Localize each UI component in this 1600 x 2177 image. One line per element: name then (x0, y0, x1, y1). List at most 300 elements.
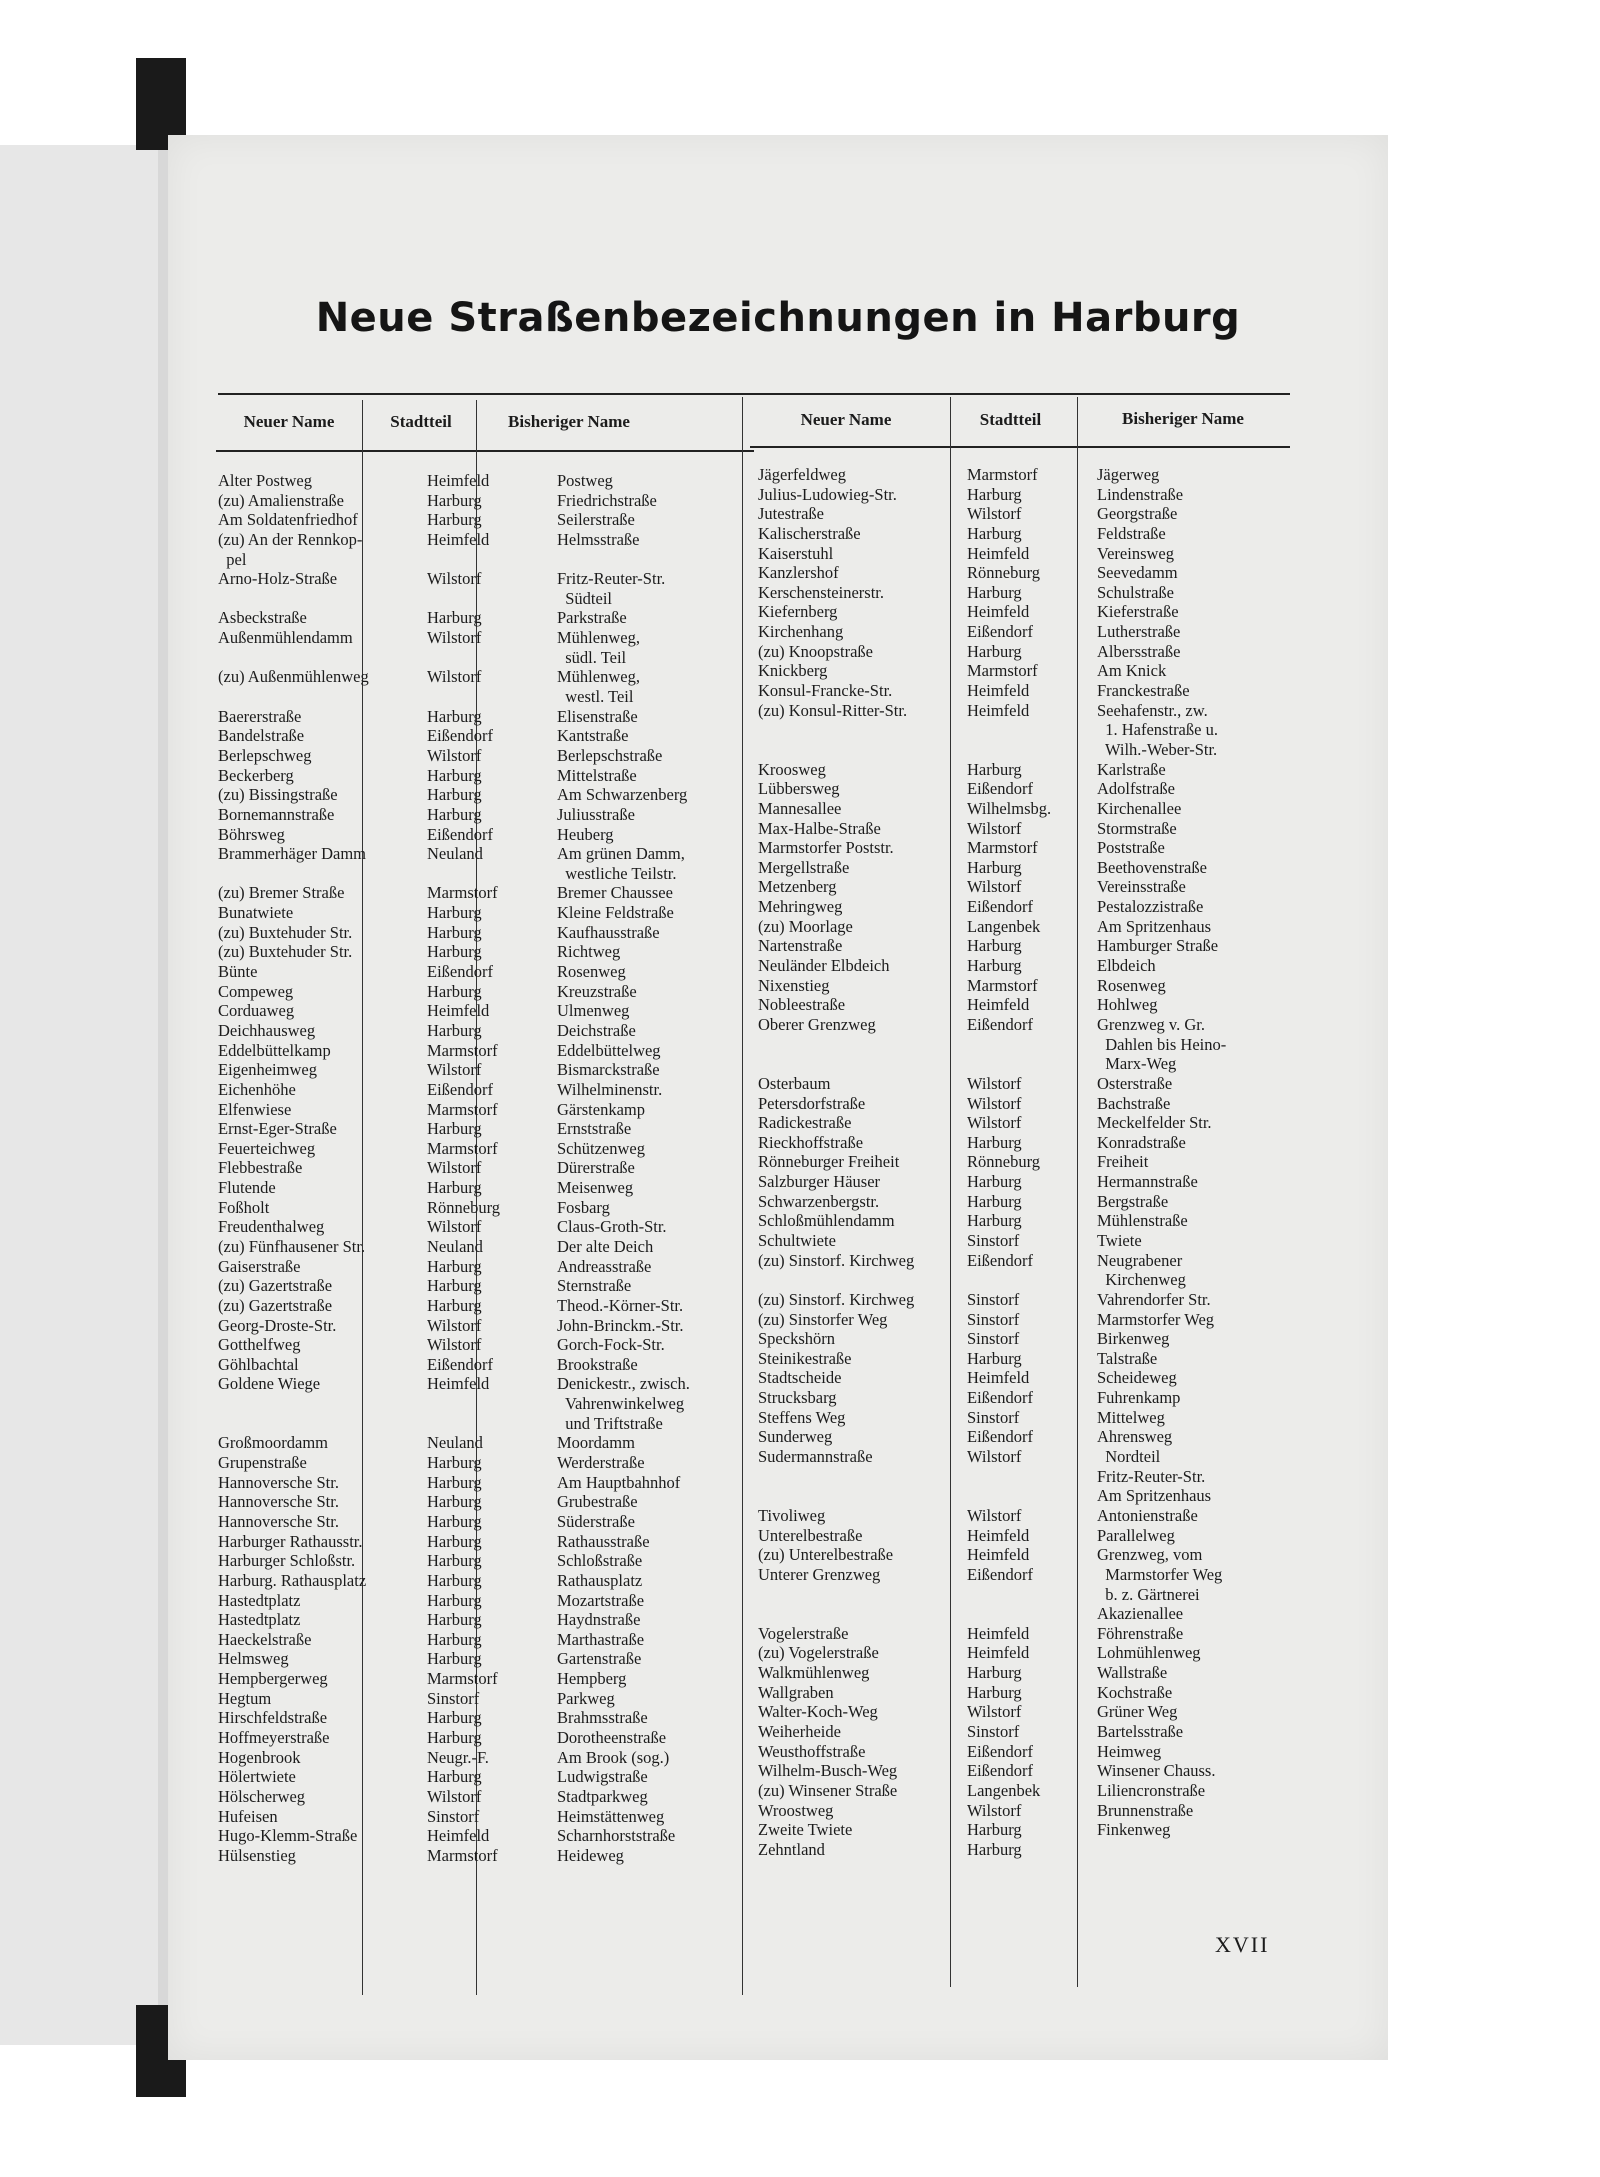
street-old-name: Am grünen Damm, (557, 844, 685, 864)
district-name: Harburg (427, 1256, 482, 1276)
street-old-name: Fuhrenkamp (1097, 1388, 1181, 1408)
district-name: Harburg (967, 1682, 1022, 1702)
district-name: Harburg (427, 785, 482, 805)
street-old-name: Seehafenstr., zw. (1097, 700, 1208, 720)
street-old-name: Andreasstraße (557, 1256, 652, 1276)
district-name: Harburg (427, 1649, 482, 1669)
street-new-name: Harburger Rathausstr. (218, 1531, 363, 1551)
street-new-name: Wroostweg (758, 1800, 834, 1820)
street-old-name: Vahrendorfer Str. (1097, 1289, 1211, 1309)
street-new-name: Walkmühlenweg (758, 1663, 870, 1683)
table-header-rule (750, 446, 1290, 448)
street-old-name: Claus-Groth-Str. (557, 1217, 667, 1237)
street-new-name: (zu) Vogelerstraße (758, 1643, 879, 1663)
street-old-name: Berlepschstraße (557, 745, 663, 765)
street-new-name: Beckerberg (218, 765, 294, 785)
district-name: Wilstorf (427, 1060, 482, 1080)
district-name: Harburg (967, 1172, 1022, 1192)
left-column-bisheriger-name (557, 471, 690, 1865)
street-old-name: westliche Teilstr. (557, 863, 677, 883)
street-old-name: Hamburger Straße (1097, 936, 1219, 956)
district-name: Rönneburg (967, 563, 1041, 583)
street-new-name: Harburger Schloßstr. (218, 1551, 356, 1571)
street-new-name (758, 1467, 914, 1487)
street-new-name: Max-Halbe-Straße (758, 818, 881, 838)
district-name: Harburg (427, 1119, 482, 1139)
street-new-name: Hannoversche Str. (218, 1472, 339, 1492)
street-new-name (758, 740, 914, 760)
street-new-name: Speckshörn (758, 1329, 835, 1349)
district-name: Rönneburg (967, 1152, 1041, 1172)
street-old-name: Marx-Weg (1097, 1054, 1177, 1074)
district-name: Heimfeld (427, 529, 490, 549)
district-name: Harburg (427, 1453, 482, 1473)
street-new-name: Wallgraben (758, 1682, 834, 1702)
street-old-name: Elbdeich (1097, 956, 1156, 976)
street-new-name: Deichhausweg (218, 1020, 316, 1040)
street-old-name: Scharnhorststraße (557, 1826, 676, 1846)
street-new-name (218, 648, 369, 668)
district-name: Eißendorf (967, 1564, 1033, 1584)
district-name: Heimfeld (967, 1623, 1030, 1643)
district-name: Wilstorf (427, 745, 482, 765)
street-new-name: pel (218, 549, 247, 569)
district-name: Sinstorf (967, 1407, 1020, 1427)
district-name: Eißendorf (427, 1354, 493, 1374)
district-name: Eißendorf (967, 1761, 1033, 1781)
district-name: Neuland (427, 1236, 483, 1256)
street-new-name: (zu) Außenmühlenweg (218, 667, 369, 687)
street-old-name: Theod.-Körner-Str. (557, 1295, 684, 1315)
street-new-name: Nobleestraße (758, 995, 846, 1015)
district-name: Harburg (967, 1839, 1022, 1859)
street-new-name: Großmoordamm (218, 1433, 328, 1453)
district-name (427, 648, 500, 668)
district-name: Harburg (967, 641, 1022, 661)
district-name: Wilstorf (427, 1217, 482, 1237)
street-new-name: Marmstorfer Poststr. (758, 838, 894, 858)
street-old-name: Poststraße (1097, 838, 1165, 858)
street-new-name: (zu) Moorlage (758, 916, 853, 936)
street-old-name: Schloßstraße (557, 1551, 643, 1571)
street-old-name: Rosenweg (557, 962, 626, 982)
street-old-name: und Triftstraße (557, 1413, 663, 1433)
street-old-name: Seevedamm (1097, 563, 1178, 583)
street-new-name: Georg-Droste-Str. (218, 1315, 337, 1335)
street-new-name: Kerschensteinerstr. (758, 582, 884, 602)
street-old-name (557, 550, 690, 570)
street-new-name: Gaiserstraße (218, 1256, 301, 1276)
district-name: Rönneburg (427, 1197, 501, 1217)
street-new-name: Flutende (218, 1178, 276, 1198)
street-new-name: Arno-Holz-Straße (218, 569, 338, 589)
district-name: Sinstorf (967, 1289, 1020, 1309)
street-old-name: Schulstraße (1097, 582, 1174, 602)
district-name: Harburg (967, 523, 1022, 543)
table-header-rule (216, 450, 754, 452)
district-name: Langenbek (967, 916, 1041, 936)
street-old-name: Mozartstraße (557, 1590, 645, 1610)
district-name: Heimfeld (967, 602, 1030, 622)
district-name: Harburg (427, 608, 482, 628)
street-old-name: Mühlenweg, (557, 628, 640, 648)
street-new-name: Walter-Koch-Weg (758, 1702, 878, 1722)
street-old-name: Marmstorfer Weg (1097, 1564, 1223, 1584)
street-new-name: (zu) Buxtehuder Str. (218, 942, 353, 962)
street-old-name: Kaufhausstraße (557, 922, 660, 942)
street-old-name: Lutherstraße (1097, 622, 1181, 642)
district-name: Harburg (427, 942, 482, 962)
street-old-name: Parkweg (557, 1688, 615, 1708)
header-bisheriger-name-left: Bisheriger Name (508, 412, 630, 431)
street-new-name (218, 1394, 369, 1414)
street-new-name: Weusthoffstraße (758, 1741, 866, 1761)
district-name: Marmstorf (427, 1669, 498, 1689)
street-new-name: (zu) Bissingstraße (218, 785, 338, 805)
street-new-name: Unterelbestraße (758, 1525, 863, 1545)
street-old-name: Winsener Chauss. (1097, 1761, 1216, 1781)
district-name: Neuland (427, 1433, 483, 1453)
district-name (427, 687, 500, 707)
district-name (967, 1467, 1051, 1487)
street-old-name: Wallstraße (1097, 1663, 1168, 1683)
district-name: Harburg (427, 706, 482, 726)
street-old-name: westl. Teil (557, 687, 634, 707)
street-old-name: Kochstraße (1097, 1682, 1173, 1702)
street-new-name: (zu) Bremer Straße (218, 883, 345, 903)
district-name: Harburg (967, 1211, 1022, 1231)
street-old-name: Karlstraße (1097, 759, 1166, 779)
street-old-name: Deichstraße (557, 1020, 636, 1040)
street-old-name: Rathausstraße (557, 1531, 650, 1551)
street-old-name: Mühlenweg, (557, 667, 640, 687)
district-name: Harburg (427, 1178, 482, 1198)
street-old-name: Lohmühlenweg (1097, 1643, 1201, 1663)
street-old-name: Fosbarg (557, 1197, 610, 1217)
district-name: Harburg (427, 1728, 482, 1747)
district-name: Sinstorf (427, 1806, 480, 1826)
street-old-name: Vahrenwinkelweg (557, 1394, 685, 1414)
district-name: Harburg (427, 1610, 482, 1630)
street-old-name: Antonienstraße (1097, 1505, 1198, 1525)
street-new-name: (zu) Sinstorf. Kirchweg (758, 1250, 915, 1270)
street-new-name: Schultwiete (758, 1230, 836, 1250)
district-name: Eißendorf (967, 1427, 1033, 1447)
street-old-name: Feldstraße (1097, 523, 1166, 543)
district-name: Eißendorf (967, 1388, 1033, 1408)
district-name: Wilstorf (967, 1702, 1022, 1722)
street-old-name: Birkenweg (1097, 1329, 1170, 1349)
street-new-name: Sudermannstraße (758, 1447, 873, 1467)
street-old-name: Haydnstraße (557, 1610, 641, 1630)
street-new-name: Compeweg (218, 981, 294, 1001)
district-name: Eißendorf (967, 897, 1033, 917)
street-old-name: Der alte Deich (557, 1236, 654, 1256)
district-name: Harburg (427, 1767, 482, 1787)
district-name: Harburg (427, 1295, 482, 1315)
street-new-name: Nartenstraße (758, 936, 843, 956)
street-old-name: Gärstenkamp (557, 1099, 645, 1119)
street-new-name: (zu) Konsul-Ritter-Str. (758, 700, 908, 720)
street-new-name: Bunatwiete (218, 903, 294, 923)
street-old-name: Rosenweg (1097, 975, 1166, 995)
street-new-name: Schwarzenbergstr. (758, 1191, 880, 1211)
district-name: Eißendorf (427, 1079, 493, 1099)
left-column-stadtteil (427, 471, 500, 1865)
street-new-name: Hölscherweg (218, 1786, 306, 1806)
street-old-name: Kantstraße (557, 726, 629, 746)
street-old-name: Stormstraße (1097, 818, 1177, 838)
street-old-name: Am Spritzenhaus (1097, 1486, 1212, 1506)
district-name: Heimfeld (967, 700, 1030, 720)
district-name: Harburg (427, 903, 482, 923)
street-old-name: Brookstraße (557, 1354, 638, 1374)
document-page (168, 135, 1388, 2060)
street-new-name: (zu) Winsener Straße (758, 1780, 898, 1800)
street-new-name: Eichenhöhe (218, 1079, 296, 1099)
street-new-name: (zu) An der Rennkop- (218, 529, 363, 549)
street-old-name: Akazienallee (1097, 1604, 1184, 1624)
street-old-name: Grubestraße (557, 1492, 638, 1512)
street-old-name: Albersstraße (1097, 641, 1181, 661)
street-new-name: (zu) Gazertstraße (218, 1276, 333, 1296)
street-old-name: Kirchenallee (1097, 798, 1182, 818)
street-new-name: Foßholt (218, 1197, 270, 1217)
street-old-name: Bremer Chaussee (557, 883, 673, 903)
street-new-name: Weiherheide (758, 1722, 841, 1741)
street-new-name: Hogenbrook (218, 1747, 301, 1767)
street-new-name (758, 1604, 914, 1624)
street-old-name: Dürerstraße (557, 1158, 635, 1178)
street-old-name: Föhrenstraße (1097, 1623, 1184, 1643)
right-column-neuer-name (758, 465, 914, 1859)
street-old-name: Am Spritzenhaus (1097, 916, 1212, 936)
street-new-name: Knickberg (758, 661, 828, 681)
street-old-name: Neugrabener (1097, 1250, 1183, 1270)
street-new-name: Radickestraße (758, 1113, 852, 1133)
street-old-name: Grenzweg, vom (1097, 1545, 1203, 1565)
district-name: Harburg (427, 510, 482, 530)
street-new-name: Wilhelm-Busch-Weg (758, 1761, 898, 1781)
street-old-name: Freiheit (1097, 1152, 1149, 1172)
district-name: Harburg (427, 1551, 482, 1571)
street-new-name: Feuerteichweg (218, 1138, 316, 1158)
street-old-name: Sternstraße (557, 1276, 632, 1296)
street-new-name (758, 1270, 914, 1290)
street-new-name: Metzenberg (758, 877, 837, 897)
street-new-name: Rieckhoffstraße (758, 1132, 864, 1152)
street-new-name: Hempbergerweg (218, 1669, 328, 1689)
district-name: Harburg (427, 922, 482, 942)
district-name: Harburg (967, 1820, 1022, 1840)
street-old-name: Beethovenstraße (1097, 857, 1207, 877)
street-old-name: Mittelweg (1097, 1407, 1165, 1427)
street-old-name: südl. Teil (557, 647, 627, 667)
street-new-name: Hufeisen (218, 1806, 278, 1826)
district-name: Wilstorf (967, 1800, 1022, 1820)
street-new-name (758, 1585, 914, 1605)
district-name: Harburg (427, 1276, 482, 1296)
street-new-name: Am Soldatenfriedhof (218, 510, 358, 530)
header-bisheriger-name-right: Bisheriger Name (1122, 409, 1244, 428)
district-name: Marmstorf (967, 975, 1038, 995)
street-old-name: Wilh.-Weber-Str. (1097, 739, 1218, 759)
district-name: Wilstorf (427, 667, 482, 687)
district-name: Neuland (427, 844, 483, 864)
district-name (967, 720, 1051, 740)
page-title: Neue Straßenbezeichnungen in Harburg (315, 295, 1241, 341)
district-name: Harburg (427, 1708, 482, 1728)
street-old-name: Richtweg (557, 942, 621, 962)
street-new-name: Kalischerstraße (758, 523, 861, 543)
district-name: Harburg (967, 1348, 1022, 1368)
street-old-name: Mittelstraße (557, 765, 637, 785)
street-new-name: Mehringweg (758, 897, 843, 917)
district-name: Wilhelmsbg. (967, 798, 1052, 818)
district-name (427, 589, 500, 609)
district-name: Marmstorf (427, 1845, 498, 1865)
district-name: Wilstorf (427, 628, 482, 648)
street-new-name: Alter Postweg (218, 471, 312, 490)
street-new-name: Ernst-Eger-Straße (218, 1119, 337, 1139)
street-new-name: Strucksbarg (758, 1388, 837, 1408)
street-old-name: Heimweg (1097, 1741, 1162, 1761)
district-name: Harburg (427, 1570, 482, 1590)
district-name: Harburg (427, 981, 482, 1001)
district-name: Harburg (427, 1629, 482, 1649)
street-old-name: Franckestraße (1097, 681, 1190, 701)
district-name: Eißendorf (427, 726, 493, 746)
street-old-name: Heideweg (557, 1845, 624, 1865)
street-new-name: (zu) Fünfhausener Str. (218, 1236, 366, 1256)
street-new-name: Haeckelstraße (218, 1629, 312, 1649)
district-name: Heimfeld (427, 1374, 490, 1394)
street-new-name: (zu) Buxtehuder Str. (218, 922, 353, 942)
street-old-name: Wilhelminenstr. (557, 1079, 663, 1099)
street-new-name: Jägerfeldweg (758, 465, 846, 484)
district-name: Wilstorf (967, 1073, 1022, 1093)
street-old-name: Marthastraße (557, 1629, 645, 1649)
street-new-name: Flebbestraße (218, 1158, 303, 1178)
street-new-name: (zu) Sinstorf. Kirchweg (758, 1289, 915, 1309)
street-new-name: Berlepschweg (218, 745, 312, 765)
street-new-name: Asbeckstraße (218, 608, 307, 628)
street-new-name: Eddelbüttelkamp (218, 1040, 331, 1060)
column-divider (950, 397, 951, 1987)
street-old-name: Meisenweg (557, 1178, 634, 1198)
street-old-name: Denickestr., zwisch. (557, 1374, 690, 1394)
street-old-name: Pestalozzistraße (1097, 897, 1204, 917)
district-name: Harburg (967, 936, 1022, 956)
street-new-name: Mannesallee (758, 798, 842, 818)
district-name: Heimfeld (427, 1001, 490, 1021)
district-name: Wilstorf (427, 1786, 482, 1806)
district-name (967, 1486, 1051, 1506)
district-name: Harburg (427, 1531, 482, 1551)
street-new-name: Zehntland (758, 1839, 825, 1859)
street-new-name: Hugo-Klemm-Straße (218, 1826, 358, 1846)
street-old-name: Stadtparkweg (557, 1786, 648, 1806)
street-new-name: Helmsweg (218, 1649, 289, 1669)
street-old-name: John-Brinckm.-Str. (557, 1315, 684, 1335)
street-old-name: Vereinsstraße (1097, 877, 1186, 897)
street-old-name: Fritz-Reuter-Str. (557, 569, 666, 589)
street-old-name: Bartelsstraße (1097, 1722, 1184, 1741)
street-old-name: Parkstraße (557, 608, 627, 628)
street-new-name: Salzburger Häuser (758, 1172, 881, 1192)
district-name: Harburg (427, 804, 482, 824)
street-old-name: Juliusstraße (557, 804, 635, 824)
right-column-bisheriger-name (1097, 465, 1226, 1840)
street-old-name: Talstraße (1097, 1348, 1158, 1368)
street-new-name: Harburg. Rathausplatz (218, 1570, 367, 1590)
district-name: Harburg (427, 1472, 482, 1492)
street-old-name: Kleine Feldstraße (557, 903, 674, 923)
street-new-name: Hoffmeyerstraße (218, 1728, 330, 1747)
district-name: Wilstorf (967, 1113, 1022, 1133)
street-new-name: Hülsenstieg (218, 1845, 296, 1865)
street-old-name: Heuberg (557, 824, 614, 844)
district-name: Harburg (967, 956, 1022, 976)
street-new-name (218, 589, 369, 609)
street-old-name: Vereinsweg (1097, 543, 1174, 563)
street-new-name: Hirschfeldstraße (218, 1708, 328, 1728)
street-new-name: Bornemannstraße (218, 804, 335, 824)
street-old-name: Gorch-Fock-Str. (557, 1335, 665, 1355)
street-old-name: Bismarckstraße (557, 1060, 660, 1080)
street-new-name: Stadtscheide (758, 1368, 842, 1388)
street-new-name: Corduaweg (218, 1001, 295, 1021)
street-new-name: Osterbaum (758, 1073, 831, 1093)
street-old-name: Seilerstraße (557, 510, 635, 530)
column-divider (742, 397, 743, 1995)
page-number: XVII (1215, 1932, 1270, 1957)
district-name: Heimfeld (967, 543, 1030, 563)
street-new-name: Lübbersweg (758, 779, 840, 799)
district-name: Heimfeld (427, 1826, 490, 1846)
street-old-name: Bergstraße (1097, 1191, 1169, 1211)
table-top-rule (750, 393, 1290, 395)
district-name: Wilstorf (427, 1315, 482, 1335)
street-new-name: Steinikestraße (758, 1348, 852, 1368)
street-new-name: Kanzlershof (758, 563, 839, 583)
district-name: Wilstorf (427, 1335, 482, 1355)
street-old-name: Dorotheenstraße (557, 1728, 667, 1747)
street-new-name: Baererstraße (218, 706, 302, 726)
street-old-name: Nordteil (1097, 1447, 1161, 1467)
facing-page (0, 145, 168, 2045)
district-name: Neugr.-F. (427, 1747, 489, 1767)
street-new-name: Hastedtplatz (218, 1610, 301, 1630)
street-new-name: Bandelstraße (218, 726, 305, 746)
street-new-name: Nixenstieg (758, 975, 830, 995)
street-old-name: Konradstraße (1097, 1132, 1186, 1152)
street-old-name: Werderstraße (557, 1453, 645, 1473)
street-new-name: Gotthelfweg (218, 1335, 301, 1355)
street-old-name: Meckelfelder Str. (1097, 1113, 1212, 1133)
street-new-name: Elfenwiese (218, 1099, 292, 1119)
street-new-name: Hegtum (218, 1688, 272, 1708)
district-name (427, 1394, 500, 1414)
street-old-name: b. z. Gärtnerei (1097, 1584, 1200, 1604)
street-old-name: Scheideweg (1097, 1368, 1177, 1388)
street-old-name: Brahmsstraße (557, 1708, 648, 1728)
street-new-name: Konsul-Francke-Str. (758, 681, 893, 701)
street-old-name: Hohlweg (1097, 995, 1158, 1015)
street-new-name: Hölertwiete (218, 1767, 296, 1787)
street-old-name: Südteil (557, 588, 613, 608)
district-name: Wilstorf (967, 1093, 1022, 1113)
